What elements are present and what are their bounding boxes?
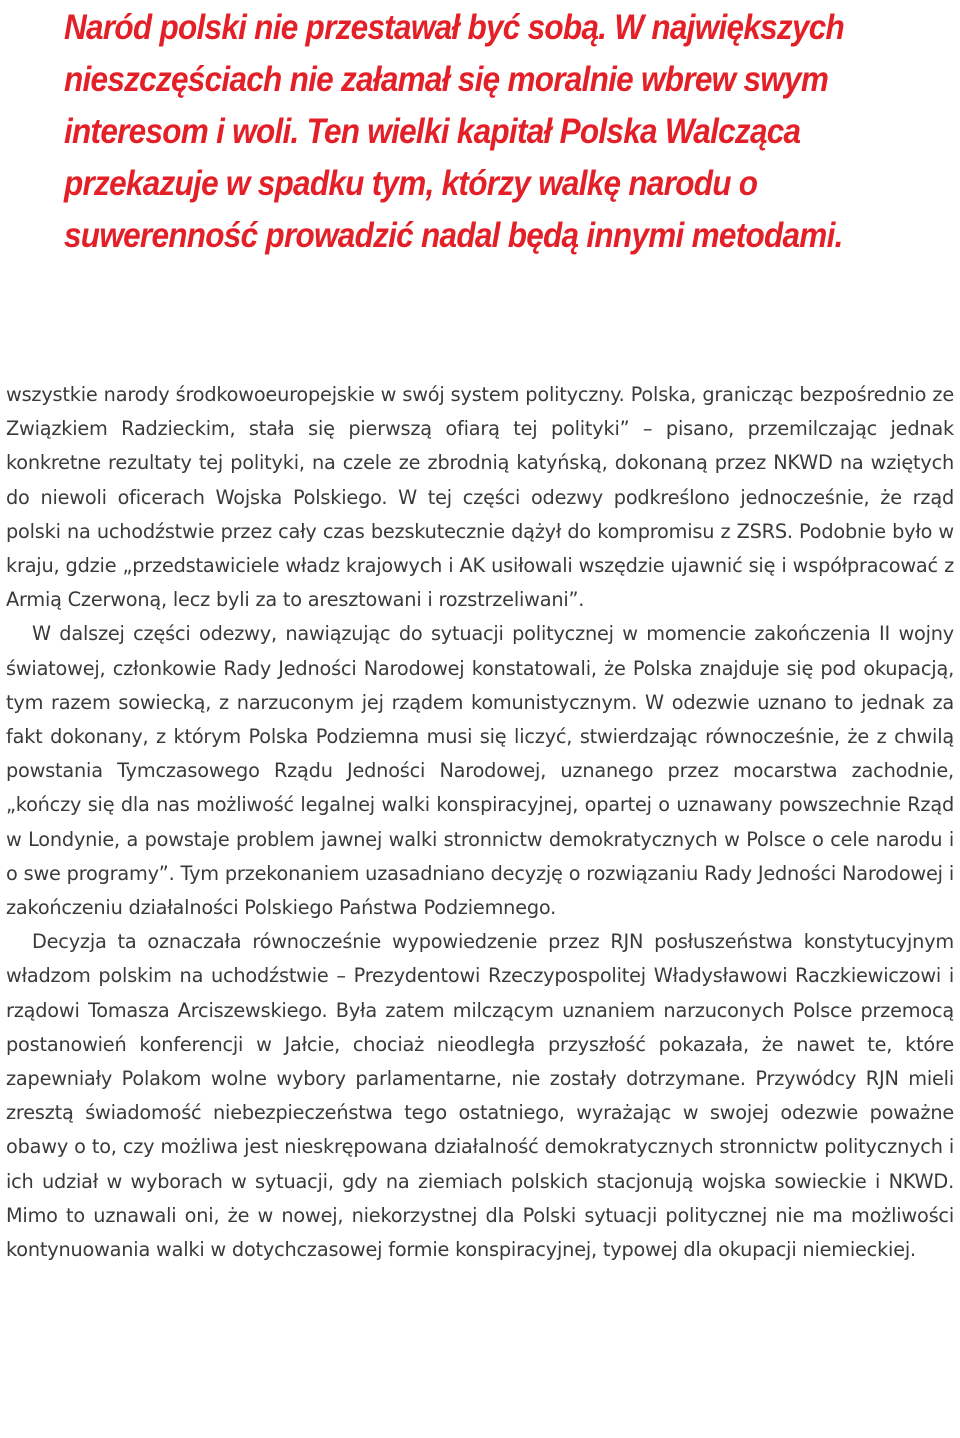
paragraph-2: W dalszej części odezwy, nawiązując do sytuacji politycznej w momencie zakończenia II wojny światowej, członkowie Rady Jedności Narodowej konstatowali, że Polska znajduje się pod okupacją, tym razem sowiecką, z narzuconym jej rządem komunistycznym. W odezwie uznano to jednak za fakt dokonany, z którym Polska Podziemna musi się liczyć, stwierdzając równocześnie, że z chwilą powstania Tymczasowego Rządu Jedności Narodowej, uznanego przez mocarstwa zachodnie, „kończy się dla nas możliwość legalnej walki konspiracyjnej, opartej o uznawany powszechnie Rząd w Londynie, a powstaje problem jawnej walki stronnictw demokratycznych w Polsce o cele narodu i o swe programy”. Tym przekonaniem uzasadniano decyzję o rozwiązaniu Rady Jedności Narodowej i zakończeniu działalności Polskiego Państwa Podziemnego.: [6, 622, 954, 920]
article-body: [6, 378, 954, 1267]
pull-quote: Naród polski nie przestawał być sobą. W największych nieszczęściach nie załamał się moralnie wbrew swym interesom i woli. Ten wielki kapitał Polska Walcząca przekazuje w spadku tym, którzy walkę narodu o suwerenność prowadzić nadal będą innymi metodami.: [64, 8, 845, 255]
paragraph-1: wszystkie narody środkowoeuropejskie w swój system polityczny. Polska, granicząc bezpośrednio ze Związkiem Radzieckim, stała się pierwszą ofiarą tej polityki” – pisano, przemilczając jednak konkretne rezultaty tej polityki, na czele ze zbrodnią katyńską, dokonaną przez NKWD na wziętych do niewoli oficerach Wojska Polskiego. W tej części odezwy podkreślono jednocześnie, że rząd polski na uchodźstwie przez cały czas bezskutecznie dążył do kompromisu z ZSRS. Podobnie było w kraju, gdzie „przedstawiciele władz krajowych i AK usiłowali wszędzie ujawnić się i współpracować z Armią Czerwoną, lecz byli za to aresztowani i rozstrzeliwani”.: [6, 383, 954, 612]
paragraph-3: Decyzja ta oznaczała równocześnie wypowiedzenie przez RJN posłuszeństwa konstytucyjnym władzom polskim na uchodźstwie – Prezydentowi Rzeczypospolitej Władysławowi Raczkiewiczowi i rządowi Tomasza Arciszewskiego. Była zatem milczącym uznaniem narzuconych Polsce przemocą postanowień konferencji w Jałcie, chociaż nieodległa przyszłość pokazała, że nawet te, które zapewniały Polakom wolne wybory parlamentarne, nie zostały dotrzymane. Przywódcy RJN mieli zresztą świadomość niebezpieczeństwa tego ostatniego, wyrażając w swojej odezwie poważne obawy o to, czy możliwa jest nieskrępowana działalność demokratycznych stronnictw politycznych i ich udział w wyborach w sytuacji, gdy na ziemiach polskich stacjonują wojska sowieckie i NKWD. Mimo to uznawali oni, że w nowej, niekorzystnej dla Polski sytuacji politycznej nie ma możliwości kontynuowania walki w dotychczasowej formie konspiracyjnej, typowej dla okupacji niemieckiej.: [6, 930, 954, 1262]
